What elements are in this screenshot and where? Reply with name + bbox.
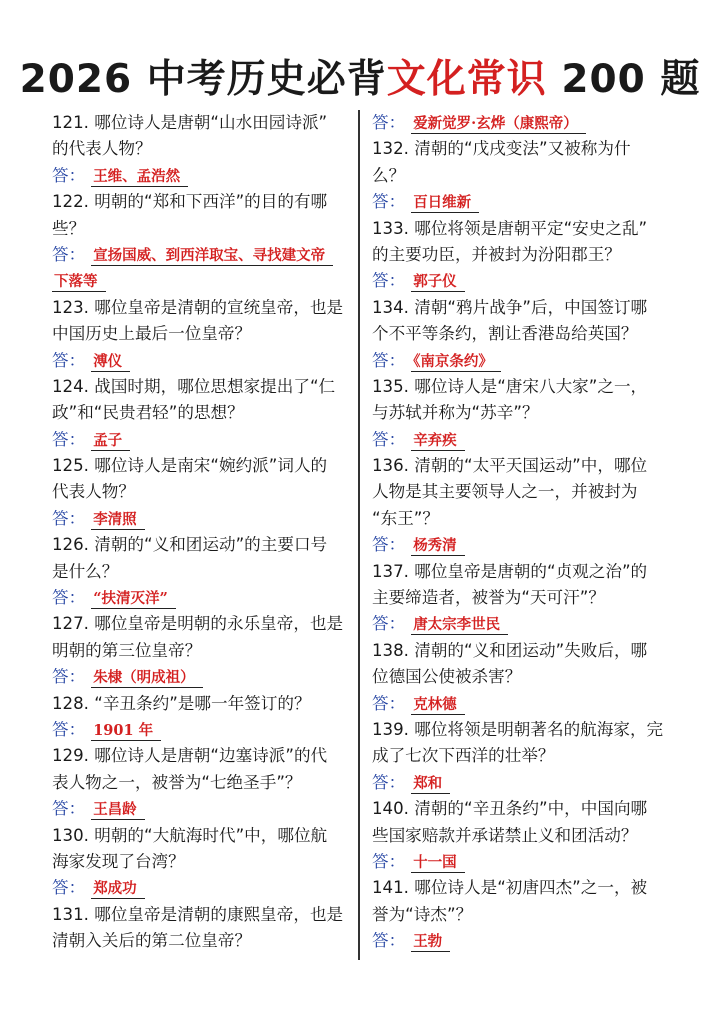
question-line: 134. 清朝“鸦片战争”后，中国签订哪 xyxy=(372,297,648,317)
question-line: 与苏轼并称为“苏辛”？ xyxy=(372,403,539,423)
question-line: 的代表人物？ xyxy=(52,139,152,159)
question-line: 明朝的第三位皇帝？ xyxy=(52,640,202,660)
answer-text: 十一国 xyxy=(411,854,465,873)
answer-label: 答： xyxy=(52,429,86,449)
answer-text: 下落等 xyxy=(52,273,106,292)
answer-line xyxy=(52,717,352,743)
answer-label: 答： xyxy=(372,113,406,132)
question-line: 140. 清朝的“辛丑条约”中，中国向哪 xyxy=(372,799,648,819)
question-line: “东王”？ xyxy=(372,508,439,528)
question-line: 137. 哪位皇帝是唐朝的“贞观之治”的 xyxy=(372,561,648,581)
answer-label: 答： xyxy=(372,271,406,291)
answer-label: 答： xyxy=(52,667,86,687)
answer-line xyxy=(52,163,352,189)
question-line: 代表人物？ xyxy=(52,482,135,502)
answer-line xyxy=(52,506,352,532)
answer-label: 答： xyxy=(372,192,406,212)
question-line: 海家发现了台湾？ xyxy=(52,851,185,871)
answer-text: 爱新觉罗·玄烨（康熙帝） xyxy=(411,115,586,134)
answer-label: 答： xyxy=(52,508,86,528)
answer-text: 王勃 xyxy=(411,933,450,952)
answer-text: 郑成功 xyxy=(91,880,145,899)
answer-line xyxy=(52,242,352,268)
question-line: 个不平等条约，割让香港岛给英国？ xyxy=(372,324,638,344)
answer-line xyxy=(52,875,352,901)
question-line: 139. 哪位将领是明朝著名的航海家，完 xyxy=(372,719,664,739)
question-line: 些国家赔款并承诺禁止义和团活动？ xyxy=(372,825,638,845)
question-line: 124. 战国时期，哪位思想家提出了“仁 xyxy=(52,376,336,396)
answer-line xyxy=(52,796,352,822)
question-line: 122. 明朝的“郑和下西洋”的目的有哪 xyxy=(52,192,328,212)
answer-text: 孟子 xyxy=(91,432,130,451)
question-line: 政”和“民贵君轻”的思想？ xyxy=(52,403,244,423)
answer-line xyxy=(372,611,674,637)
answer-line xyxy=(372,427,674,453)
question-line: 主要缔造者，被誉为“天可汗”？ xyxy=(372,588,605,608)
question-line: 136. 清朝的“太平天国运动”中，哪位 xyxy=(372,456,648,476)
answer-text: 郭子仪 xyxy=(411,273,465,292)
answer-text: 唐太宗李世民 xyxy=(411,616,508,635)
answer-text: “扶清灭洋” xyxy=(91,590,176,609)
question-line: 么？ xyxy=(372,165,406,185)
answer-label: 答： xyxy=(372,693,406,713)
answer-line xyxy=(372,268,674,294)
question-line: 成了七次下西洋的壮举？ xyxy=(372,746,555,766)
question-line: 130. 明朝的“大航海时代”中，哪位航 xyxy=(52,825,328,845)
answer-text: 《南京条约》 xyxy=(411,353,501,372)
answer-label: 答： xyxy=(372,772,406,792)
question-line: 誉为“诗杰”？ xyxy=(372,904,473,924)
title-highlight: 文化常识 xyxy=(386,57,547,102)
question-line: 129. 哪位诗人是唐朝“边塞诗派”的代 xyxy=(52,746,328,766)
question-line: 131. 哪位皇帝是清朝的康熙皇帝，也是 xyxy=(52,904,344,924)
column-divider xyxy=(358,110,360,960)
question-line: 121. 哪位诗人是唐朝“山水田园诗派” xyxy=(52,113,328,132)
question-line: 135. 哪位诗人是“唐宋八大家”之一， xyxy=(372,376,648,396)
answer-text: 克林德 xyxy=(411,696,465,715)
answer-label: 答： xyxy=(372,851,406,871)
answer-text: 1901 年 xyxy=(91,722,161,741)
right-column xyxy=(372,110,674,955)
answer-label: 答： xyxy=(372,535,406,555)
question-line: 是什么？ xyxy=(52,561,119,581)
answer-line xyxy=(52,664,352,690)
question-line: 人物是其主要领导人之一，并被封为 xyxy=(372,482,638,502)
question-line: 位德国公使被杀害？ xyxy=(372,667,522,687)
answer-text: 宣扬国威、到西洋取宝、寻找建文帝 xyxy=(91,247,333,266)
answer-text: 朱棣（明成祖） xyxy=(91,669,203,688)
answer-text: 李清照 xyxy=(91,511,145,530)
answer-label: 答： xyxy=(52,350,86,370)
page-title xyxy=(0,48,720,104)
title-suffix: 200 题 xyxy=(546,57,701,102)
answer-label: 答： xyxy=(372,614,406,634)
answer-label: 答： xyxy=(372,931,406,951)
question-line: 清朝入关后的第二位皇帝？ xyxy=(52,931,252,951)
left-column xyxy=(52,110,352,955)
question-line: 138. 清朝的“义和团运动”失败后，哪 xyxy=(372,640,648,660)
question-line: 133. 哪位将领是唐朝平定“安史之乱” xyxy=(372,218,648,238)
answer-line xyxy=(52,268,352,294)
answer-line xyxy=(372,532,674,558)
question-line: 中国历史上最后一位皇帝？ xyxy=(52,324,252,344)
answer-label: 答： xyxy=(52,878,86,898)
answer-line xyxy=(52,348,352,374)
answer-line xyxy=(372,770,674,796)
answer-text: 百日维新 xyxy=(411,194,479,213)
answer-line xyxy=(52,427,352,453)
answer-line xyxy=(372,110,674,136)
answer-label: 答： xyxy=(372,350,406,370)
answer-label: 答： xyxy=(52,719,86,739)
answer-line xyxy=(372,928,674,954)
answer-line xyxy=(52,585,352,611)
answer-label: 答： xyxy=(52,165,86,185)
answer-line xyxy=(372,691,674,717)
question-line: 141. 哪位诗人是“初唐四杰”之一，被 xyxy=(372,878,648,898)
question-line: 126. 清朝的“义和团运动”的主要口号 xyxy=(52,535,328,555)
question-line: 127. 哪位皇帝是明朝的永乐皇帝，也是 xyxy=(52,614,344,634)
question-line: 表人物之一，被誉为“七绝圣手”？ xyxy=(52,772,302,792)
question-line: 123. 哪位皇帝是清朝的宣统皇帝，也是 xyxy=(52,297,344,317)
question-line: 132. 清朝的“戊戌变法”又被称为什 xyxy=(372,139,631,159)
answer-text: 王维、孟浩然 xyxy=(91,168,188,187)
answer-label: 答： xyxy=(372,429,406,449)
title-prefix: 2026 中考历史必背 xyxy=(19,57,387,102)
answer-text: 王昌龄 xyxy=(91,801,145,820)
question-line: 128. “辛丑条约”是哪一年签订的？ xyxy=(52,693,311,713)
answer-label: 答： xyxy=(52,799,86,819)
answer-line xyxy=(372,849,674,875)
answer-text: 郑和 xyxy=(411,775,450,794)
question-line: 些？ xyxy=(52,218,86,238)
question-line: 的主要功臣，并被封为汾阳郡王？ xyxy=(372,244,621,264)
question-line: 125. 哪位诗人是南宋“婉约派”词人的 xyxy=(52,456,328,476)
answer-text: 辛弃疾 xyxy=(411,432,465,451)
answer-text: 杨秀清 xyxy=(411,537,465,556)
answer-label: 答： xyxy=(52,244,86,264)
answer-line xyxy=(372,348,674,374)
answer-label: 答： xyxy=(52,588,86,608)
answer-text: 溥仪 xyxy=(91,353,130,372)
answer-line xyxy=(372,189,674,215)
